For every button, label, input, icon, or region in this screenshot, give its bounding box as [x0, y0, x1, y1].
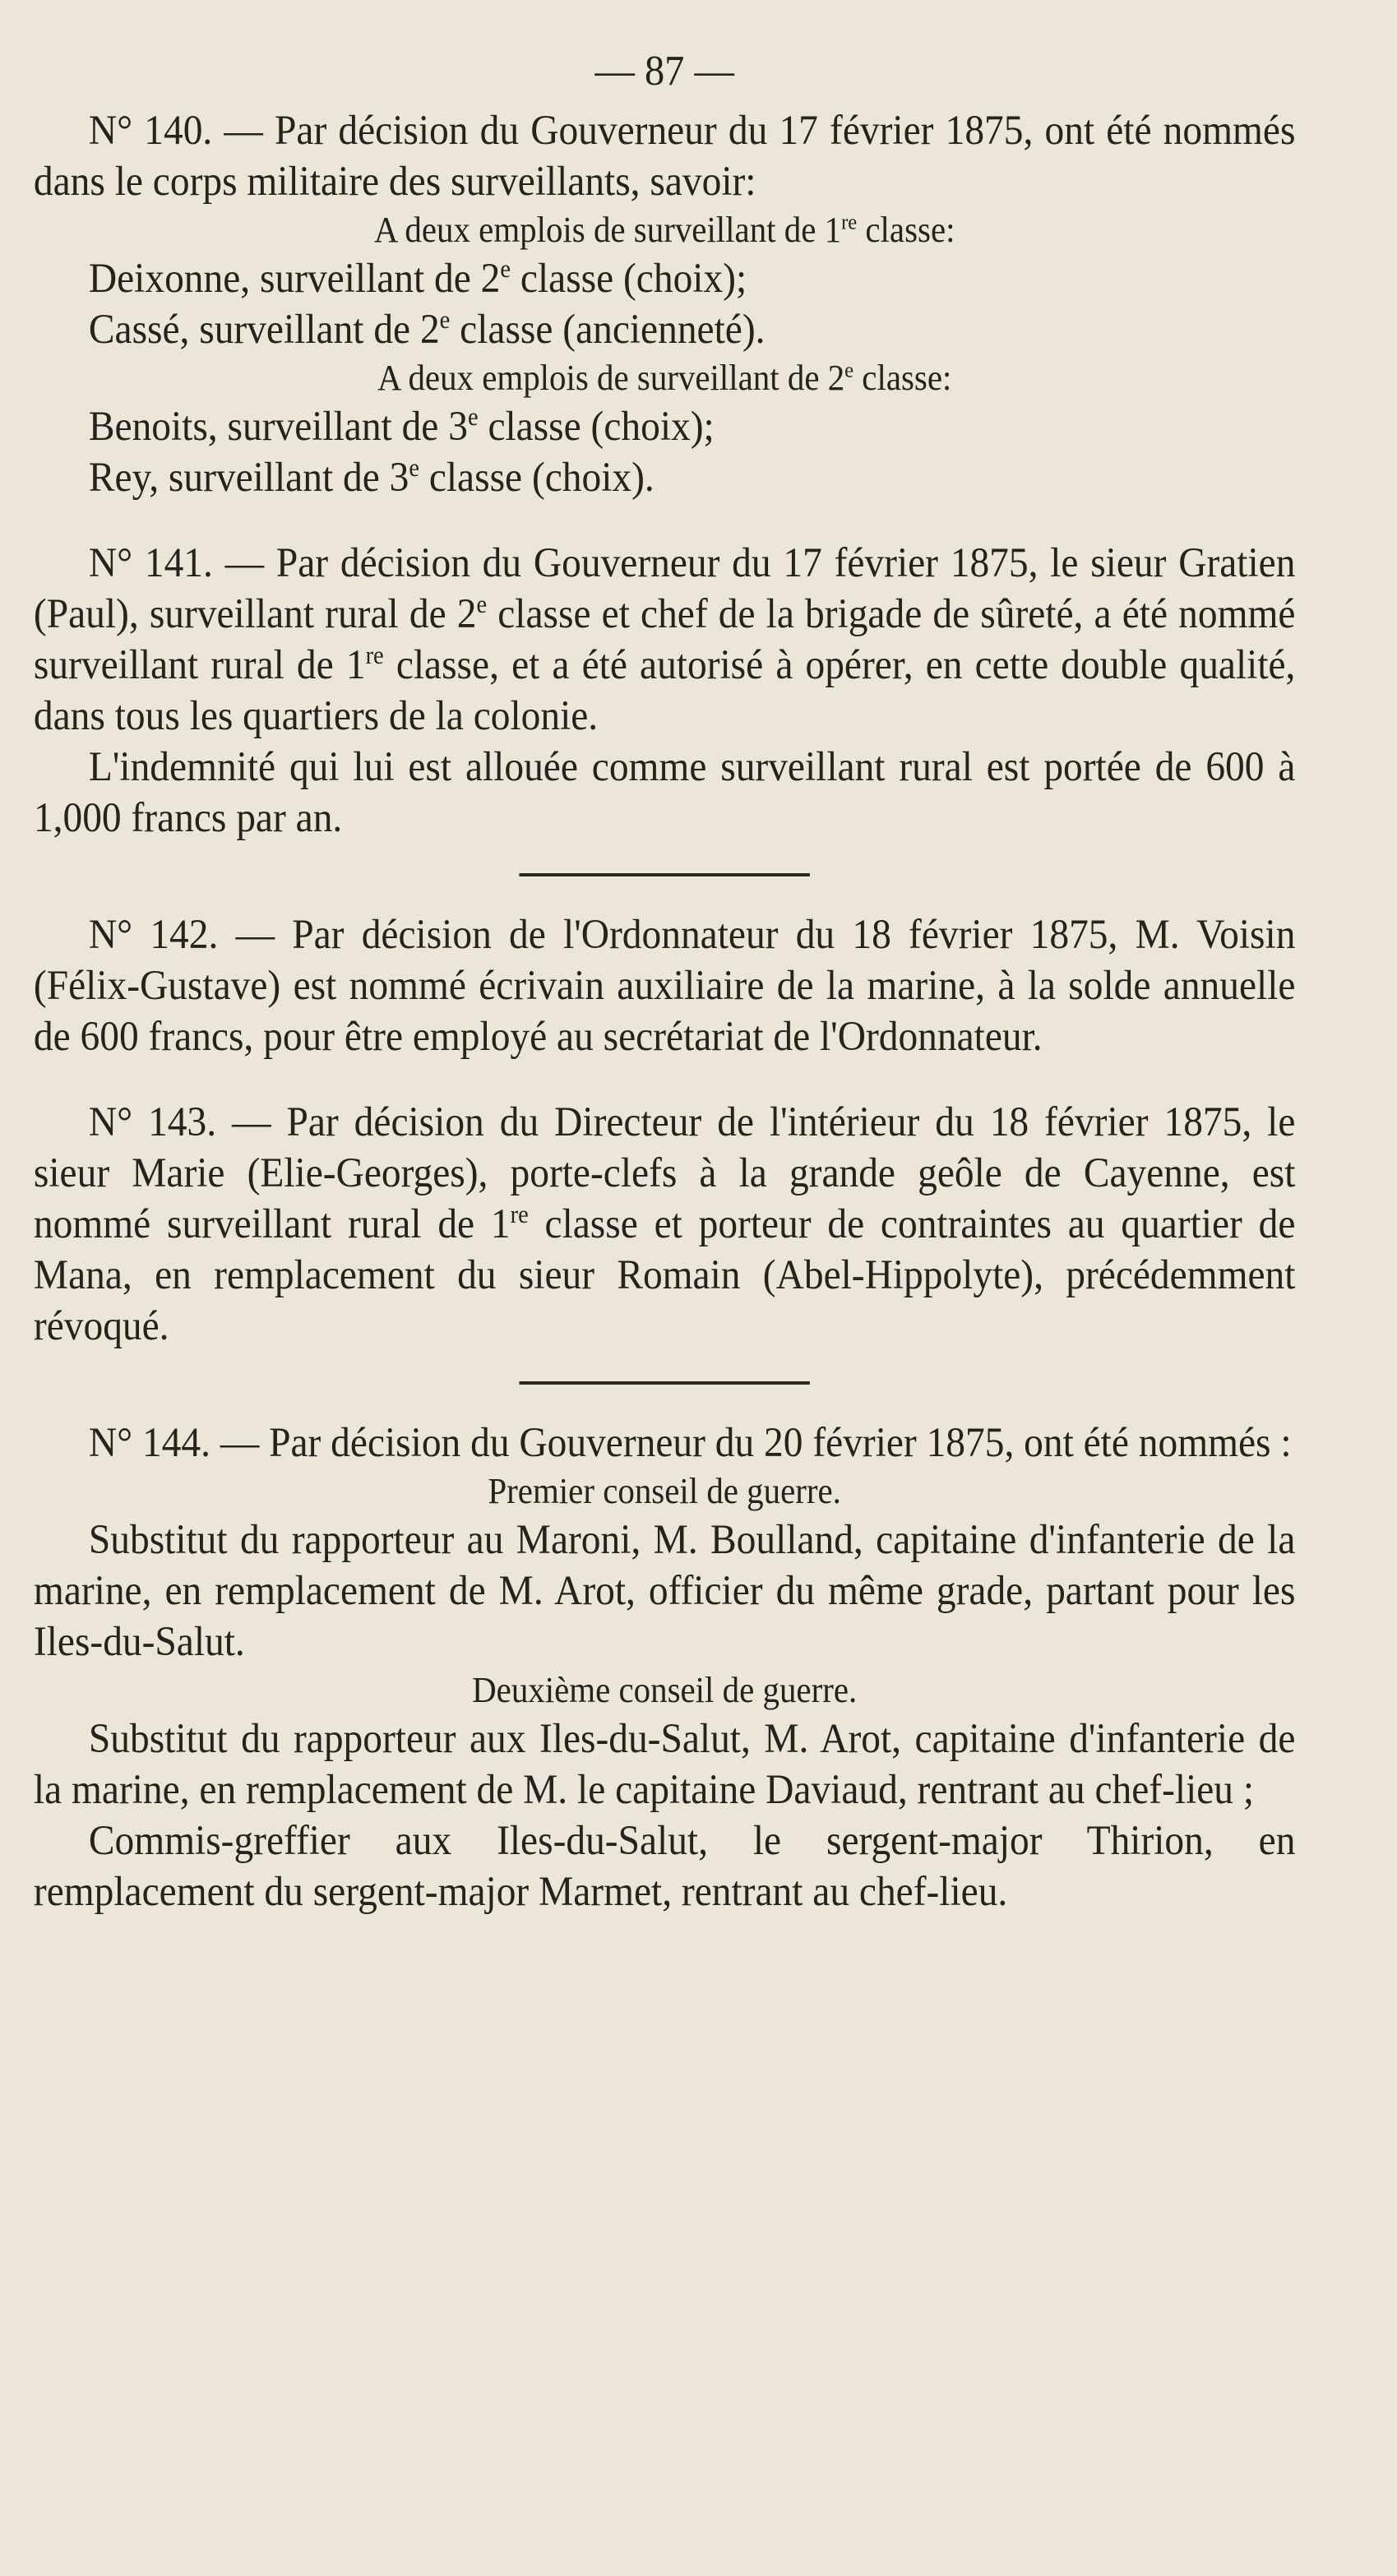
text-span: classe (choix). — [419, 455, 655, 501]
entry-144-intro: N° 144. — Par décision du Gouverneur du 20 février 1875, ont été nommés : — [88, 1420, 1292, 1466]
entry-141-indemnity: L'indemnité qui lui est allouée comme surveillant rural est portée de 600 à 1,000 francs par an. — [33, 744, 1296, 841]
entry-140-subheading-1 — [34, 207, 1296, 253]
superscript: e — [467, 403, 479, 431]
entry-143-text — [34, 1097, 1296, 1352]
superscript: e — [844, 357, 854, 382]
superscript: re — [365, 641, 384, 669]
entry-144 — [34, 1417, 1296, 1917]
text-span: Deixonne, surveillant de 2 — [88, 256, 501, 302]
text-span: classe, et a été autorisé à opérer, en cette double qualité, dans tous les quartiers de la colonie. — [33, 642, 1296, 739]
entry-140-line-1 — [34, 253, 1296, 304]
page-number: — 87 — — [594, 48, 734, 95]
text-span: A deux emplois de surveillant de 2 — [377, 358, 845, 398]
entry-144-para-2: Substitut du rapporteur aux Iles-du-Salut, M. Arot, capitaine d'infanterie de la marine, en remplacement de M. le capitaine Daviaud, rentrant au chef-lieu ; — [33, 1716, 1296, 1813]
entry-140-line-2 — [34, 304, 1296, 355]
superscript: re — [841, 209, 858, 234]
page-body — [34, 46, 1296, 1917]
entry-140-line-3 — [34, 401, 1296, 452]
superscript: e — [439, 306, 451, 334]
entry-141-text — [34, 538, 1296, 742]
superscript: e — [476, 590, 488, 618]
entry-142 — [34, 909, 1296, 1062]
text-span: A deux emplois de surveillant de 1 — [373, 210, 842, 250]
text-span: classe et chef de la brigade de sûreté, a été nommé surveillant rural de 1 — [33, 591, 1296, 688]
entry-144-subheading-2: Deuxième conseil de guerre. — [472, 1670, 858, 1710]
text-span: classe (choix); — [478, 404, 715, 450]
separator-rule — [519, 1381, 809, 1385]
entry-140-intro: N° 140. — Par décision du Gouverneur du 17 février 1875, ont été nommés dans le corps militaire des surveillants, savoir: — [33, 108, 1296, 205]
text-span: N° 141. — Par décision du Gouverneur du 17 février 1875, le sieur Gratien (Paul), surveillant rural de 2 — [33, 540, 1296, 637]
superscript: e — [500, 255, 511, 283]
separator-rule — [519, 873, 809, 876]
entry-140 — [34, 105, 1296, 503]
entry-142-text: N° 142. — Par décision de l'Ordonnateur du 18 février 1875, M. Voisin (Félix-Gustave) est nommé écrivain auxiliaire de la marine, à la solde annuelle de 600 francs, pour être employé au secrétariat de l'Ordonnateur. — [33, 912, 1296, 1060]
text-span: N° 143. — Par décision du Directeur de l'intérieur du 18 février 1875, le sieur Marie (Elie-Georges), porte-clefs à la grande geôle de Cayenne, est nommé surveillant rural de 1 — [33, 1099, 1296, 1247]
entry-141 — [34, 538, 1296, 844]
text-span: classe (choix); — [511, 256, 747, 302]
text-span: classe: — [857, 210, 955, 250]
superscript: e — [409, 454, 419, 482]
text-span: Rey, surveillant de 3 — [88, 455, 409, 501]
entry-144-subheading-1: Premier conseil de guerre. — [488, 1471, 841, 1511]
text-span: Cassé, surveillant de 2 — [88, 307, 440, 353]
entry-144-para-1: Substitut du rapporteur au Maroni, M. Boulland, capitaine d'infanterie de la marine, en remplacement de M. Arot, officier du même grade, partant pour les Iles-du-Salut. — [33, 1517, 1296, 1665]
text-span: classe: — [853, 358, 952, 398]
entry-140-line-4 — [34, 452, 1296, 503]
text-span: Benoits, surveillant de 3 — [88, 404, 468, 450]
text-span: classe (ancienneté). — [450, 307, 766, 353]
entry-140-subheading-2 — [34, 355, 1296, 401]
entry-144-para-3: Commis-greffier aux Iles-du-Salut, le sergent-major Thirion, en remplacement du sergent-major Marmet, rentrant au chef-lieu. — [33, 1818, 1296, 1915]
entry-143 — [34, 1097, 1296, 1352]
text-span: classe et porteur de contraintes au quartier de Mana, en remplacement du sieur Romain (Abel-Hippolyte), précédemment révoqué. — [33, 1201, 1296, 1349]
superscript: re — [510, 1200, 529, 1228]
